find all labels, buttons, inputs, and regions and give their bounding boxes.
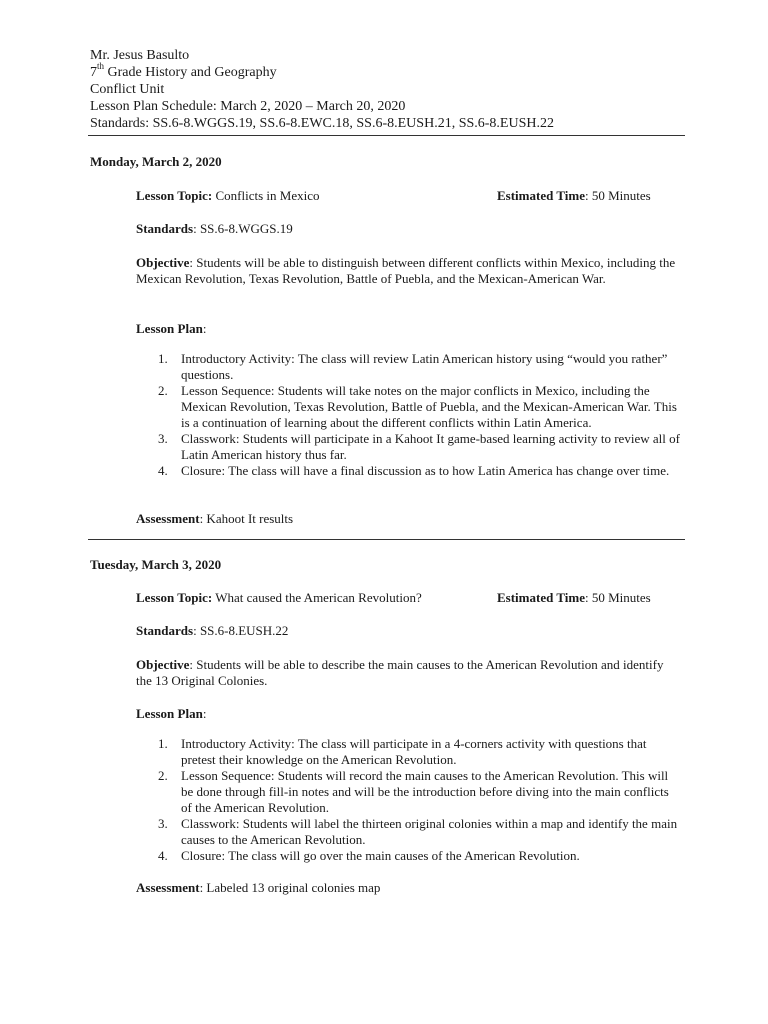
teacher-name: Mr. Jesus Basulto — [90, 48, 190, 63]
list-item: 1. Introductory Activity: The class will participate in a 4-corners activity with questions that pretest their knowledge on the American Revolution. — [158, 736, 647, 767]
list-item: 4. Closure: The class will have a final discussion as to how Latin America has change over time. — [158, 463, 670, 478]
lesson-plan-heading: Lesson Plan: — [136, 706, 207, 721]
estimated-time: Estimated Time: 50 Minutes — [497, 188, 651, 203]
schedule-dates: Lesson Plan Schedule: March 2, 2020 – March 20, 2020 — [90, 99, 406, 114]
lesson-standards: Standards: SS.6-8.WGGS.19 — [136, 221, 293, 236]
lesson-plan-heading: Lesson Plan: — [136, 321, 207, 336]
lesson-standards: Standards: SS.6-8.EUSH.22 — [136, 623, 289, 638]
lesson-plan-list — [136, 736, 682, 864]
list-item: 2. Lesson Sequence: Students will take notes on the major conflicts in Mexico, including the Mexican Revolution, Texas Revolution, Battle of Puebla, and the Mexican-American War. This is a continuation of learning about the different conflicts within Latin America. — [158, 383, 677, 430]
lesson-assessment: Assessment: Kahoot It results — [136, 511, 294, 526]
day-heading: Monday, March 2, 2020 — [90, 154, 222, 169]
list-item: 3. Classwork: Students will participate in a Kahoot It game-based learning activity to review all of Latin American history thus far. — [158, 431, 680, 462]
header-standards: Standards: SS.6-8.WGGS.19, SS.6-8.EWC.18, SS.6-8.EUSH.21, SS.6-8.EUSH.22 — [90, 116, 554, 131]
lesson-objective: Objective: Students will be able to distinguish between different conflicts within Mexico, including the Mexican Revolution, Texas Revolution, Battle of Puebla, and the Mexican-American War. — [136, 255, 676, 286]
day-divider — [88, 539, 685, 540]
header-divider — [88, 135, 685, 136]
lesson-topic: Lesson Topic: Conflicts in Mexico — [136, 188, 320, 203]
list-item: 2. Lesson Sequence: Students will record the main causes to the American Revolution. This will be done through fill-in notes and will be the introduction before diving into the main conflicts of the American Revolution. — [158, 768, 669, 815]
estimated-time: Estimated Time: 50 Minutes — [497, 590, 651, 605]
list-item: 3. Classwork: Students will label the thirteen original colonies within a map and identify the main causes to the American Revolution. — [158, 816, 678, 847]
document-header — [90, 47, 554, 132]
lesson-topic: Lesson Topic: What caused the American Revolution? — [136, 590, 422, 605]
unit-name: Conflict Unit — [90, 82, 165, 97]
list-item: 4. Closure: The class will go over the main causes of the American Revolution. — [158, 848, 580, 863]
lesson-plan-list — [136, 351, 682, 479]
lesson-objective: Objective: Students will be able to describe the main causes to the American Revolution and identify the 13 Original Colonies. — [136, 657, 664, 688]
day-heading: Tuesday, March 3, 2020 — [90, 557, 222, 572]
list-item: 1. Introductory Activity: The class will review Latin American history using “would you rather” questions. — [158, 351, 668, 382]
lesson-assessment: Assessment: Labeled 13 original colonies map — [136, 880, 381, 895]
grade-subject: 7th Grade History and Geography — [90, 61, 277, 80]
